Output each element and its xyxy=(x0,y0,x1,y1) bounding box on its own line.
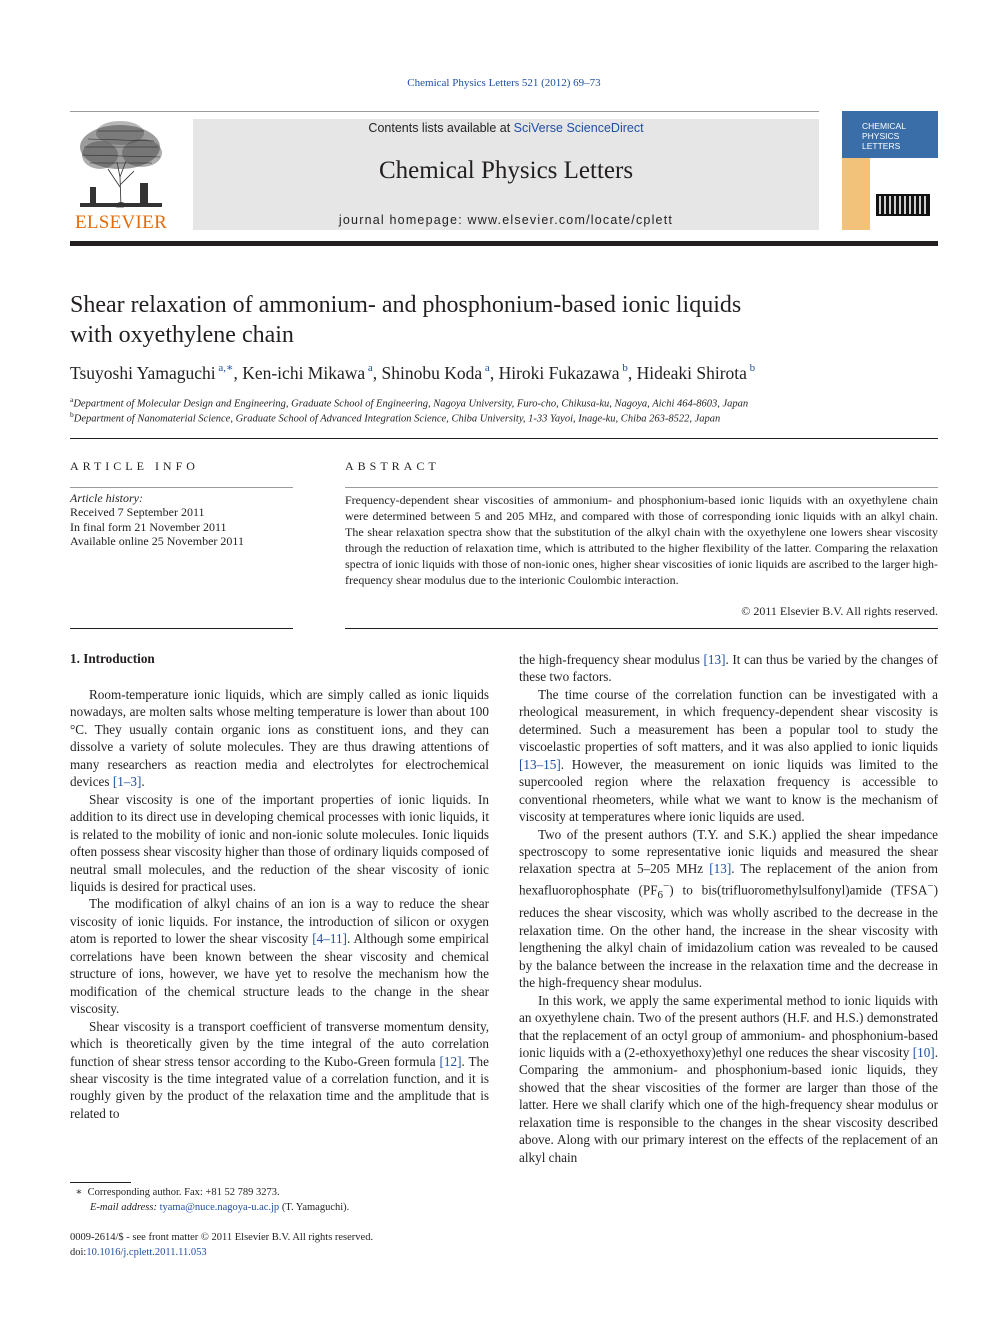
citation-link[interactable]: [13] xyxy=(709,861,732,877)
cover-title-line: LETTERS xyxy=(862,141,901,151)
affiliation-text: Department of Molecular Design and Engineering, Graduate School of Engineering, Nagoya University, Furo-cho, Chikusa-ku, Nagoya, Aichi 464-8603, Japan xyxy=(73,398,749,410)
issn-line: 0009-2614/$ - see front matter © 2011 Elsevier B.V. All rights reserved. xyxy=(70,1232,374,1243)
contents-availability xyxy=(193,121,819,135)
body-paragraph: The modification of alkyl chains of an ion is a way to reduce the shear viscosity of ionic liquids. For instance, the introduction of silicon or oxygen atom is reported to lower the shear viscosity [4–11]. Although some empirical correlations have been known between the shear viscosity and chemical structure of ions, however, we have yet to resolve the mechanism how the modification of the chemical structure leads to the change in the shear viscosity. xyxy=(70,896,489,1017)
footnote-line: ∗ Corresponding author. Fax: +81 52 789 3273. xyxy=(75,1187,280,1198)
received-date: Received 7 September 2011 xyxy=(70,505,205,520)
body-column-left xyxy=(70,686,489,1122)
citation-link[interactable]: [13–15] xyxy=(519,756,561,772)
affiliation-divider xyxy=(70,438,938,439)
header-divider xyxy=(70,111,819,112)
elsevier-wordmark: ELSEVIER xyxy=(74,212,168,233)
email-label: E-mail address: xyxy=(90,1202,157,1213)
article-title xyxy=(70,290,890,350)
affiliation xyxy=(70,395,938,410)
author-name[interactable]: Ken-ichi Mikawa xyxy=(242,362,366,383)
author-affiliation-mark[interactable]: a xyxy=(367,362,373,374)
body-paragraph: Shear viscosity is one of the important properties of ionic liquids. In addition to its direct use in developing chemical processes with ionic liquids, it is related to the mobility of ionic and non-ionic solute molecules. Ionic liquids often possess shear viscosity higher than those of ordinary liquids composed of neutral small molecules, and the reduction of the shear viscosity of ionic liquids is desired for practical uses. xyxy=(70,791,489,894)
author-affiliation-mark[interactable]: b xyxy=(622,362,628,374)
article-title-line: with oxyethylene chain xyxy=(70,322,294,348)
author-name[interactable]: Hiroki Fukazawa xyxy=(498,362,620,383)
doi-link[interactable]: 10.1016/j.cplett.2011.11.053 xyxy=(86,1247,207,1258)
article-info-divider xyxy=(70,487,293,488)
journal-cover-thumbnail[interactable] xyxy=(842,111,938,230)
body-paragraph: Room-temperature ionic liquids, which are simply called as ionic liquids nowadays, are molten salts whose melting temperature is lower than about 100 °C. They usually contain organic ions as constituent ions, and they can dissolve a variety of solute molecules. They are thus drawing attentions of many researchers as reaction media and electrolytes for electrochemical devices [1–3]. xyxy=(70,687,489,790)
citation-link[interactable]: [4–11] xyxy=(312,931,347,947)
author-list: Tsuyoshi Yamaguchi $^{a,∗}$, Ken-ichi Mikawa $^a$, Shinobu Koda $^a$, Hiroki Fukazawa $^b$, Hideaki Shirota $^b$ xyxy=(70,362,756,383)
body-paragraph: the high-frequency shear modulus [13]. It can thus be varied by the changes of these two factors. xyxy=(519,652,939,685)
email-owner: (T. Yamaguchi). xyxy=(281,1202,350,1213)
abstract-text: Frequency-dependent shear viscosities of ammonium- and phosphonium-based ionic liquids with an oxyethylene chain were determined between 5 and 205 MHz, and compared with those of corresponding ionic liquids with an alkyl chain. The shear relaxation spectra show that the substitution of the alkyl chain with the oxyethylene one lowers shear viscosity through the reduction of relaxation time, which is attributed to the higher flexibility of the latter. Comparing the relaxation spectra of ionic liquids with those of non-ionic ones, higher shear viscosities of ionic liquids are ascribed to the larger high-frequency shear modulus due to the interionic Coulombic interaction. xyxy=(345,493,938,587)
affiliation-text: Department of Nanomaterial Science, Graduate School of Advanced Integration Science, Chiba University, 1-33 Yayoi, Inage-ku, Chiba 263-8522, Japan xyxy=(73,413,721,425)
affiliation-mark: a xyxy=(70,395,74,404)
publication-info xyxy=(70,1230,373,1260)
journal-title: Chemical Physics Letters xyxy=(378,157,634,184)
cover-graphic xyxy=(876,194,930,216)
author-name[interactable]: Shinobu Koda xyxy=(381,362,483,383)
author-affiliation-mark[interactable]: a,∗ xyxy=(218,362,234,374)
footnote-mark: ∗ xyxy=(75,1187,83,1198)
masthead-divider xyxy=(70,241,938,246)
citation-link[interactable]: [10] xyxy=(912,1045,935,1060)
article-history xyxy=(70,491,244,548)
cover-title-line: PHYSICS xyxy=(862,131,900,141)
abstract-divider xyxy=(345,487,938,488)
footnote-email-line xyxy=(70,1200,349,1215)
section-heading: 1. Introduction xyxy=(70,651,155,666)
journal-citation[interactable]: Chemical Physics Letters 521 (2012) 69–73 xyxy=(407,77,601,89)
author-affiliation-mark[interactable]: b xyxy=(749,362,756,374)
author-name[interactable]: Hideaki Shirota xyxy=(636,362,747,383)
history-label: Article history: xyxy=(70,491,143,505)
affiliation-mark: b xyxy=(70,410,74,419)
affiliation xyxy=(70,410,938,425)
body-paragraph: In this work, we apply the same experimental method to ionic liquids with an oxyethylene chain. Two of the present authors (H.F. and H.S.) demonstrated that the replacement of an octyl group of ammonium- and phosphonium-based ionic liquids with a (2-ethoxyethoxy)ethyl one reduces the shear viscosity [10]. Comparing the ammonium- and phosphonium-based ionic liquids, they showed that the shear viscosities of the former are larger than those of the latter. Here we shall clarify which one of the high-frequency shear modulus or relaxation time is responsible to the changes in the shear viscosity described above. Along with our primary interest on the effects of the replacement of an alkyl chain xyxy=(519,992,938,1165)
final-form-date: In final form 21 November 2011 xyxy=(70,519,227,534)
body-paragraph: Shear viscosity is a transport coefficient of transverse momentum density, which is theoretically given by the time integral of the auto correlation function of shear stress tensor according to the Kubo-Green formula [12]. The shear viscosity is the time integrated value of a correlation function, and it is roughly given by the product of the relaxation time and the amplitude that is related to xyxy=(70,1018,489,1121)
abstract-copyright: © 2011 Elsevier B.V. All rights reserved. xyxy=(741,604,938,618)
citation-link[interactable]: [13] xyxy=(703,652,726,667)
corresponding-author-footnote xyxy=(70,1185,349,1215)
body-column-right xyxy=(519,651,938,1166)
body-paragraph: Two of the present authors (T.Y. and S.K.) applied the shear impedance spectroscopy to some representative ionic liquids and measured the shear relaxation spectra at 5–205 MHz [13]. The replacement of the anion from hexafluorophosphate $(PF_6^-)$ to bis(trifluoromethylsulfonyl)amide (TFSA−) reduces the shear viscosity, which was wholly ascribed to the decrease in the relaxation time. On the other hand, the increase in the shear viscosity with lengthening the alkyl chain of imidazolium cation was revealed to be caused by the balance between the increase in the relaxation time and the decrease in the high-frequency shear modulus. xyxy=(519,826,939,991)
footnote-divider xyxy=(70,1182,131,1183)
abstract-heading: ABSTRACT xyxy=(345,459,440,473)
doi-line: doi:10.1016/j.cplett.2011.11.053 xyxy=(70,1247,207,1258)
article-info-end-divider xyxy=(70,628,293,629)
cover-title-line: CHEMICAL xyxy=(862,121,906,131)
contents-prefix: Contents lists available at xyxy=(368,121,514,135)
body-paragraph: The time course of the correlation function can be investigated with a rheological measurement, in which frequency-dependent shear viscosity is determined. Such a measurement has been a popular tool to study the viscoelastic properties of soft matters, and it was also applied to ionic liquids [13–15]. However, the measurement on ionic liquids was limited to the supercooled region where the relaxation frequency is accessible to conventional rheometers, while what we want to know is the mechanism of viscosity at temperatures where ionic liquids are used. xyxy=(519,686,938,825)
cover-title xyxy=(862,121,906,151)
author-name[interactable]: Tsuyoshi Yamaguchi xyxy=(70,362,216,383)
citation-link[interactable]: [12] xyxy=(439,1053,462,1069)
citation-link[interactable]: [1–3] xyxy=(112,774,142,790)
author-affiliation-mark[interactable]: a xyxy=(484,362,490,374)
journal-homepage-link[interactable]: journal homepage: www.elsevier.com/locate/cplett xyxy=(338,213,674,227)
email-link[interactable]: tyama@nuce.nagoya-u.ac.jp xyxy=(159,1202,280,1213)
article-info-heading: ARTICLE INFO xyxy=(70,459,199,473)
sciencedirect-link[interactable]: SciVerse ScienceDirect xyxy=(513,121,644,135)
abstract-end-divider xyxy=(345,628,938,629)
article-title-line: Shear relaxation of ammonium- and phosphonium-based ionic liquids xyxy=(70,292,742,318)
online-date: Available online 25 November 2011 xyxy=(70,533,244,548)
